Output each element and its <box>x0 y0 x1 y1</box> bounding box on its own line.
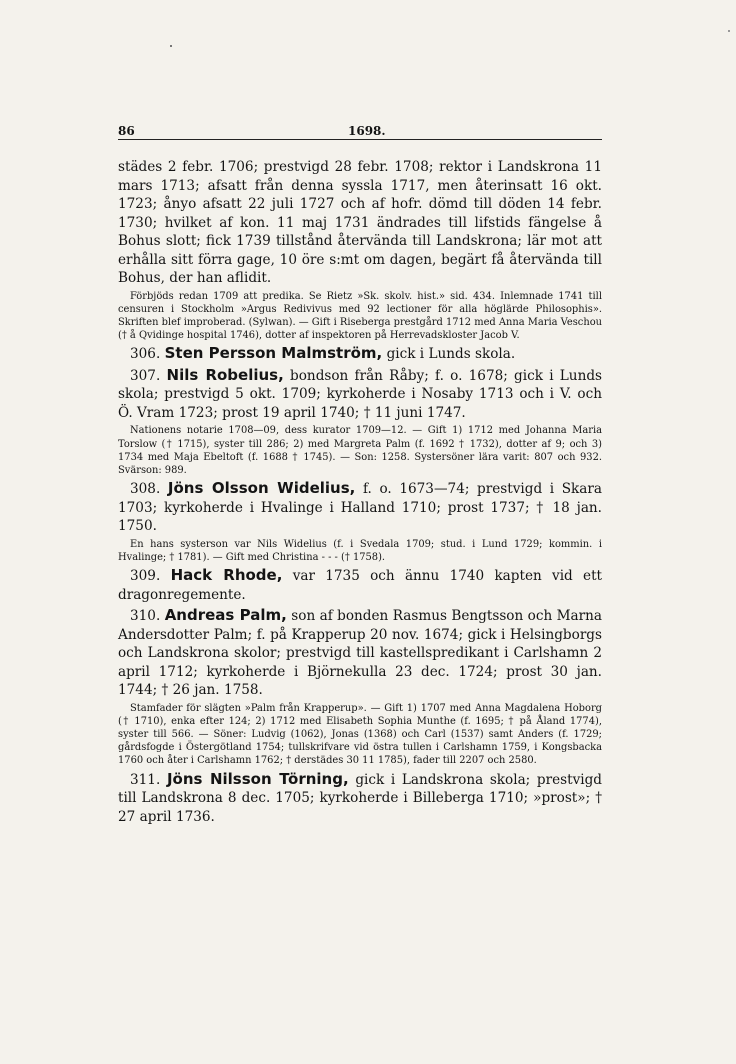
running-year: 1698. <box>348 124 386 138</box>
entry-309 <box>118 566 602 604</box>
entry-308 <box>118 479 602 536</box>
entry-311 <box>118 770 602 827</box>
entry-number: 306. <box>130 346 161 363</box>
header-rule <box>118 139 602 140</box>
page-number: 86 <box>118 124 135 138</box>
entry-note: Stamfader för slägten »Palm från Krapperup». — Gift 1) 1707 med Anna Magdalena Hoborg († 1710), enka efter 124; 2) 1712 med Elisabeth Sophia Munthe (f. 1695; † på Åland 1774), syster till 566. — Söner: Ludvig (1062), Jonas (1368) och Carl (1537) samt Anders (f. 1729; gårdsfogde i Östergötland 1754; tullskrifvare vid östra tullen i Carlshamn 1759, i Kongsbacka 1760 och åter i Carlshamn 1762; † derstädes 30 11 1785), fader till 2207 och 2580. <box>118 702 602 767</box>
entry-name: Nils Robelius, <box>166 365 284 384</box>
entry-text: bondson från Råby; f. o. 1678; gick i Lunds skola; prestvigd 5 okt. 1709; kyrkoherde i Nosaby 1713 och i V. och Ö. Vram 1723; prost 19 april 1740; † 11 juni 1747. <box>118 367 602 421</box>
entry-text: gick i Lunds skola. <box>386 346 516 363</box>
entry-name: Jöns Nilsson Törning, <box>166 769 349 788</box>
entry-text: f. o. 1673—74; prestvigd i Skara 1703; kyrkoherde i Hvalinge i Halland 1710; prost 1737; † 18 jan. 1750. <box>118 481 602 535</box>
entry-306 <box>118 344 602 364</box>
entry-name: Jöns Olsson Widelius, <box>167 479 356 498</box>
entry-name: Andreas Palm, <box>164 606 287 625</box>
entry-text: gick i Landskrona skola; prestvigd till Landskrona 8 dec. 1705; kyrkoherde i Billeberga 1710; »prost»; † 27 april 1736. <box>118 771 603 825</box>
entry-name: Sten Persson Malmström, <box>164 344 383 363</box>
intro-note: Förbjöds redan 1709 att predika. Se Rietz »Sk. skolv. hist.» sid. 434. Inlemnade 1741 till censuren i Stockholm »Argus Redivivus med 92 lectioner för alla höglärde Philosophis». Skriften blef improberad. (Sylwan). — Gift i Riseberga prestgård 1712 med Anna Maria Veschou († å Qvidinge hospital 1746), dotter af inspektoren på Herrevadskloster Jacob V. <box>118 290 602 342</box>
entry-number: 309. <box>130 568 161 585</box>
intro-paragraph: städes 2 febr. 1706; prestvigd 28 febr. 1708; rektor i Landskrona 11 mars 1713; afsatt från denna syssla 1717, men återinsatt 16 okt. 1723; ånyo afsatt 22 juli 1727 och af hofr. dömd till döden 14 febr. 1730; hvilket af kon. 11 maj 1731 ändrades till lifstids fängelse å Bohus slott; fick 1739 tillstånd återvända till Landskrona; lär mot att erhålla sitt förra gage, 10 öre s:mt om dagen, begärt få återvända till Bohus, der han aflidit. <box>118 159 602 286</box>
book-page <box>118 0 602 1064</box>
entry-number: 310. <box>130 608 161 625</box>
entry-note: En hans systerson var Nils Widelius (f. i Svedala 1709; stud. i Lund 1729; kommin. i Hvalinge; † 1781). — Gift med Christina - - - († 1758). <box>118 538 602 563</box>
entry-number: 307. <box>130 367 161 384</box>
entry-number: 308. <box>130 481 161 498</box>
entry-text: var 1735 och ännu 1740 kapten vid ett dragonregemente. <box>118 568 602 603</box>
entry-307 <box>118 366 602 423</box>
entry-number: 311. <box>130 771 161 788</box>
body-text <box>118 158 602 826</box>
entry-name: Hack Rhode, <box>170 566 283 585</box>
speck <box>728 30 730 32</box>
entry-text: son af bonden Rasmus Bengtsson och Marna Andersdotter Palm; f. på Krapperup 20 nov. 1674; gick i Helsingborgs och Landskrona skolor; prestvigd till kastellspredikant i Carlshamn 2 april 1712; kyrkoherde i Björnekulla 23 dec. 1724; prost 30 jan. 1744; † 26 jan. 1758. <box>118 608 602 699</box>
entry-note: Nationens notarie 1708—09, dess kurator 1709—12. — Gift 1) 1712 med Johanna Maria Torslow († 1715), syster till 286; 2) med Margreta Palm (f. 1692 † 1732), dotter af 9; och 3) 1734 med Maja Ebeltoft (f. 1688 † 1745). — Son: 1258. Systersöner lära varit: 807 och 932. Svärson: 989. <box>118 425 602 476</box>
entry-310 <box>118 606 602 700</box>
